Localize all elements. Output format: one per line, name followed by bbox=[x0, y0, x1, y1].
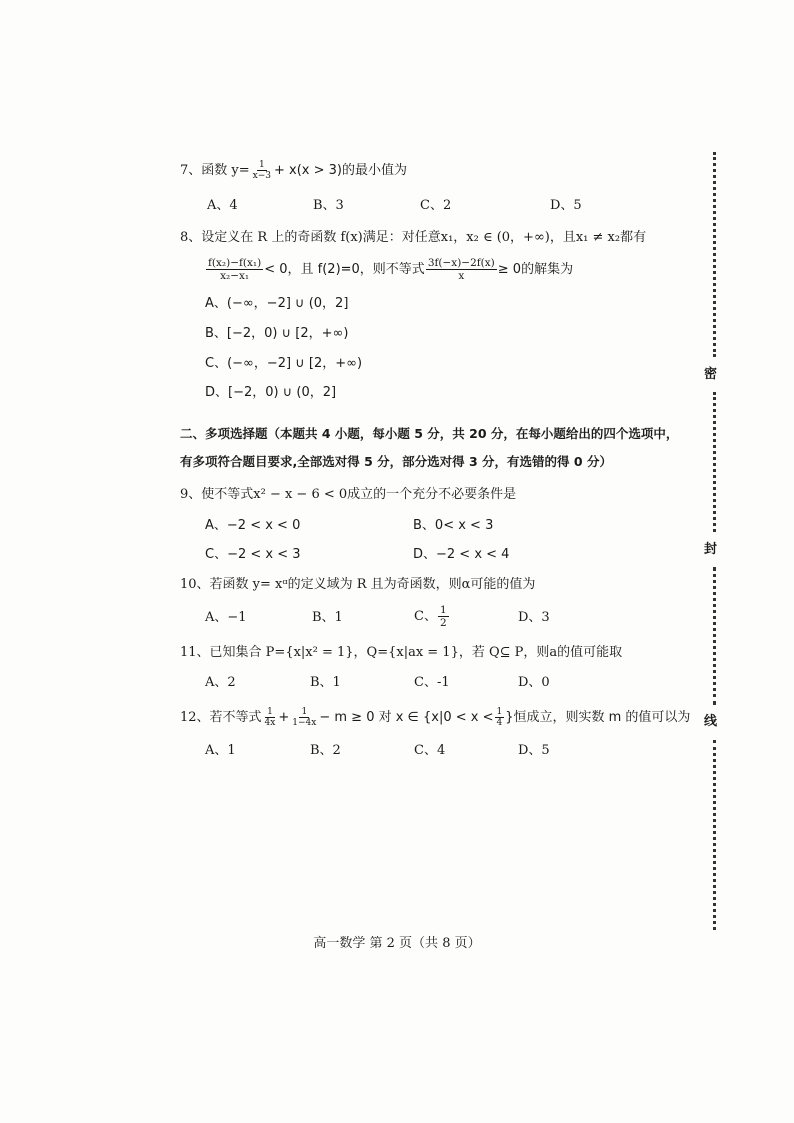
q7-prefix: 7、函数 y= bbox=[180, 163, 250, 178]
q7-fraction: $\frac{1}{x-3}$ bbox=[252, 160, 271, 181]
q9-option-d: D、−2 < x < 4 bbox=[413, 547, 510, 562]
question-12: 12、若不等式 $\frac{1}{4x}$ + $\frac{1}{1-4x}$ − m ≥ 0 对 x ∈ {x|0 < x < $\frac{1}{4}$ }恒成立，则实数 m 的值可以为 bbox=[180, 707, 691, 728]
q12-option-a: A、1 bbox=[205, 743, 236, 758]
q12-option-b: B、2 bbox=[310, 743, 341, 758]
page-footer: 高一数学 第 2 页（共 8 页） bbox=[313, 936, 481, 951]
binding-dotted-line bbox=[713, 392, 716, 532]
question-11: 11、已知集合 P={x|x² = 1}，Q={x|ax = 1}，若 Q⊆ P，则a的值可能取 bbox=[180, 645, 623, 660]
binding-dotted-line bbox=[713, 567, 716, 705]
q10-c-fraction: $\frac{1}{2}$ bbox=[439, 604, 447, 629]
q11-option-d: D、0 bbox=[518, 675, 550, 690]
q11-option-c: C、-1 bbox=[414, 675, 450, 690]
q8-option-d: D、[−2，0) ∪ (0，2] bbox=[205, 385, 337, 400]
q12-option-c: C、4 bbox=[414, 743, 446, 758]
q8-option-b: B、[−2，0) ∪ [2，+∞) bbox=[205, 326, 349, 341]
q7-suffix: + x(x > 3)的最小值为 bbox=[273, 163, 407, 178]
q9-option-a: A、−2 < x < 0 bbox=[205, 518, 301, 533]
q8-option-c: C、(−∞，−2] ∪ [2，+∞) bbox=[205, 356, 363, 371]
section-2-heading-line2: 有多项符合题目要求,全部选对得 5 分，部分选对得 3 分，有选错的得 0 分） bbox=[180, 454, 612, 469]
question-8-line1: 8、设定义在 R 上的奇函数 f(x)满足：对任意x₁，x₂ ∈ (0，+∞)，且x₁ ≠ x₂都有 bbox=[180, 230, 647, 245]
binding-label-mi: 密 bbox=[704, 367, 718, 382]
q7-option-b: B、3 bbox=[313, 198, 344, 213]
q12-option-d: D、5 bbox=[518, 743, 550, 758]
q7-option-c: C、2 bbox=[420, 198, 452, 213]
question-9: 9、使不等式x² − x − 6 < 0成立的一个充分不必要条件是 bbox=[180, 487, 517, 502]
q12-fraction-1: $\frac{1}{4x}$ bbox=[264, 707, 276, 728]
q9-option-c: C、−2 < x < 3 bbox=[205, 547, 301, 562]
q12-fraction-3: $\frac{1}{4}$ bbox=[496, 707, 503, 728]
q7-option-d: D、5 bbox=[550, 198, 582, 213]
binding-label-xian: 线 bbox=[704, 714, 718, 729]
q10-option-d: D、3 bbox=[518, 610, 550, 625]
question-10: 10、若函数 y= xᵅ的定义域为 R 且为奇函数，则α可能的值为 bbox=[180, 577, 536, 592]
question-7 bbox=[180, 160, 407, 181]
q11-option-a: A、2 bbox=[205, 675, 236, 690]
q12-fraction-2: $\frac{1}{1-4x}$ bbox=[292, 707, 317, 728]
q10-option-a: A、−1 bbox=[205, 610, 247, 625]
q10-option-b: B、1 bbox=[312, 610, 343, 625]
q8-option-a: A、(−∞，−2] ∪ (0，2] bbox=[205, 296, 349, 311]
binding-dotted-line bbox=[713, 740, 716, 930]
binding-dotted-line bbox=[713, 152, 716, 357]
q8-fraction-2: $\frac{3f(-x)-2f(x)}{x}$ bbox=[427, 257, 495, 282]
section-2-heading-line1: 二、多项选择题（本题共 4 小题，每小题 5 分，共 20 分，在每小题给出的四个选项中， bbox=[180, 426, 679, 441]
q10-option-c: C、 $\frac{1}{2}$ bbox=[414, 604, 447, 629]
q8-fraction-1: $\frac{\text{f(x₂)−f(x₁)}}{\text{x₂−x₁}}$ bbox=[208, 257, 262, 282]
q7-option-a: A、4 bbox=[207, 198, 238, 213]
q11-option-b: B、1 bbox=[310, 675, 341, 690]
q9-option-b: B、0< x < 3 bbox=[413, 518, 494, 533]
question-8-line2: $\frac{\text{f(x₂)−f(x₁)}}{\text{x₂−x₁}}$ < 0，且 f(2)=0，则不等式 $\frac{3f(-x)-2f(x)}{x}$ ≥ 0的解集为 bbox=[208, 257, 574, 282]
binding-label-feng: 封 bbox=[704, 542, 718, 557]
